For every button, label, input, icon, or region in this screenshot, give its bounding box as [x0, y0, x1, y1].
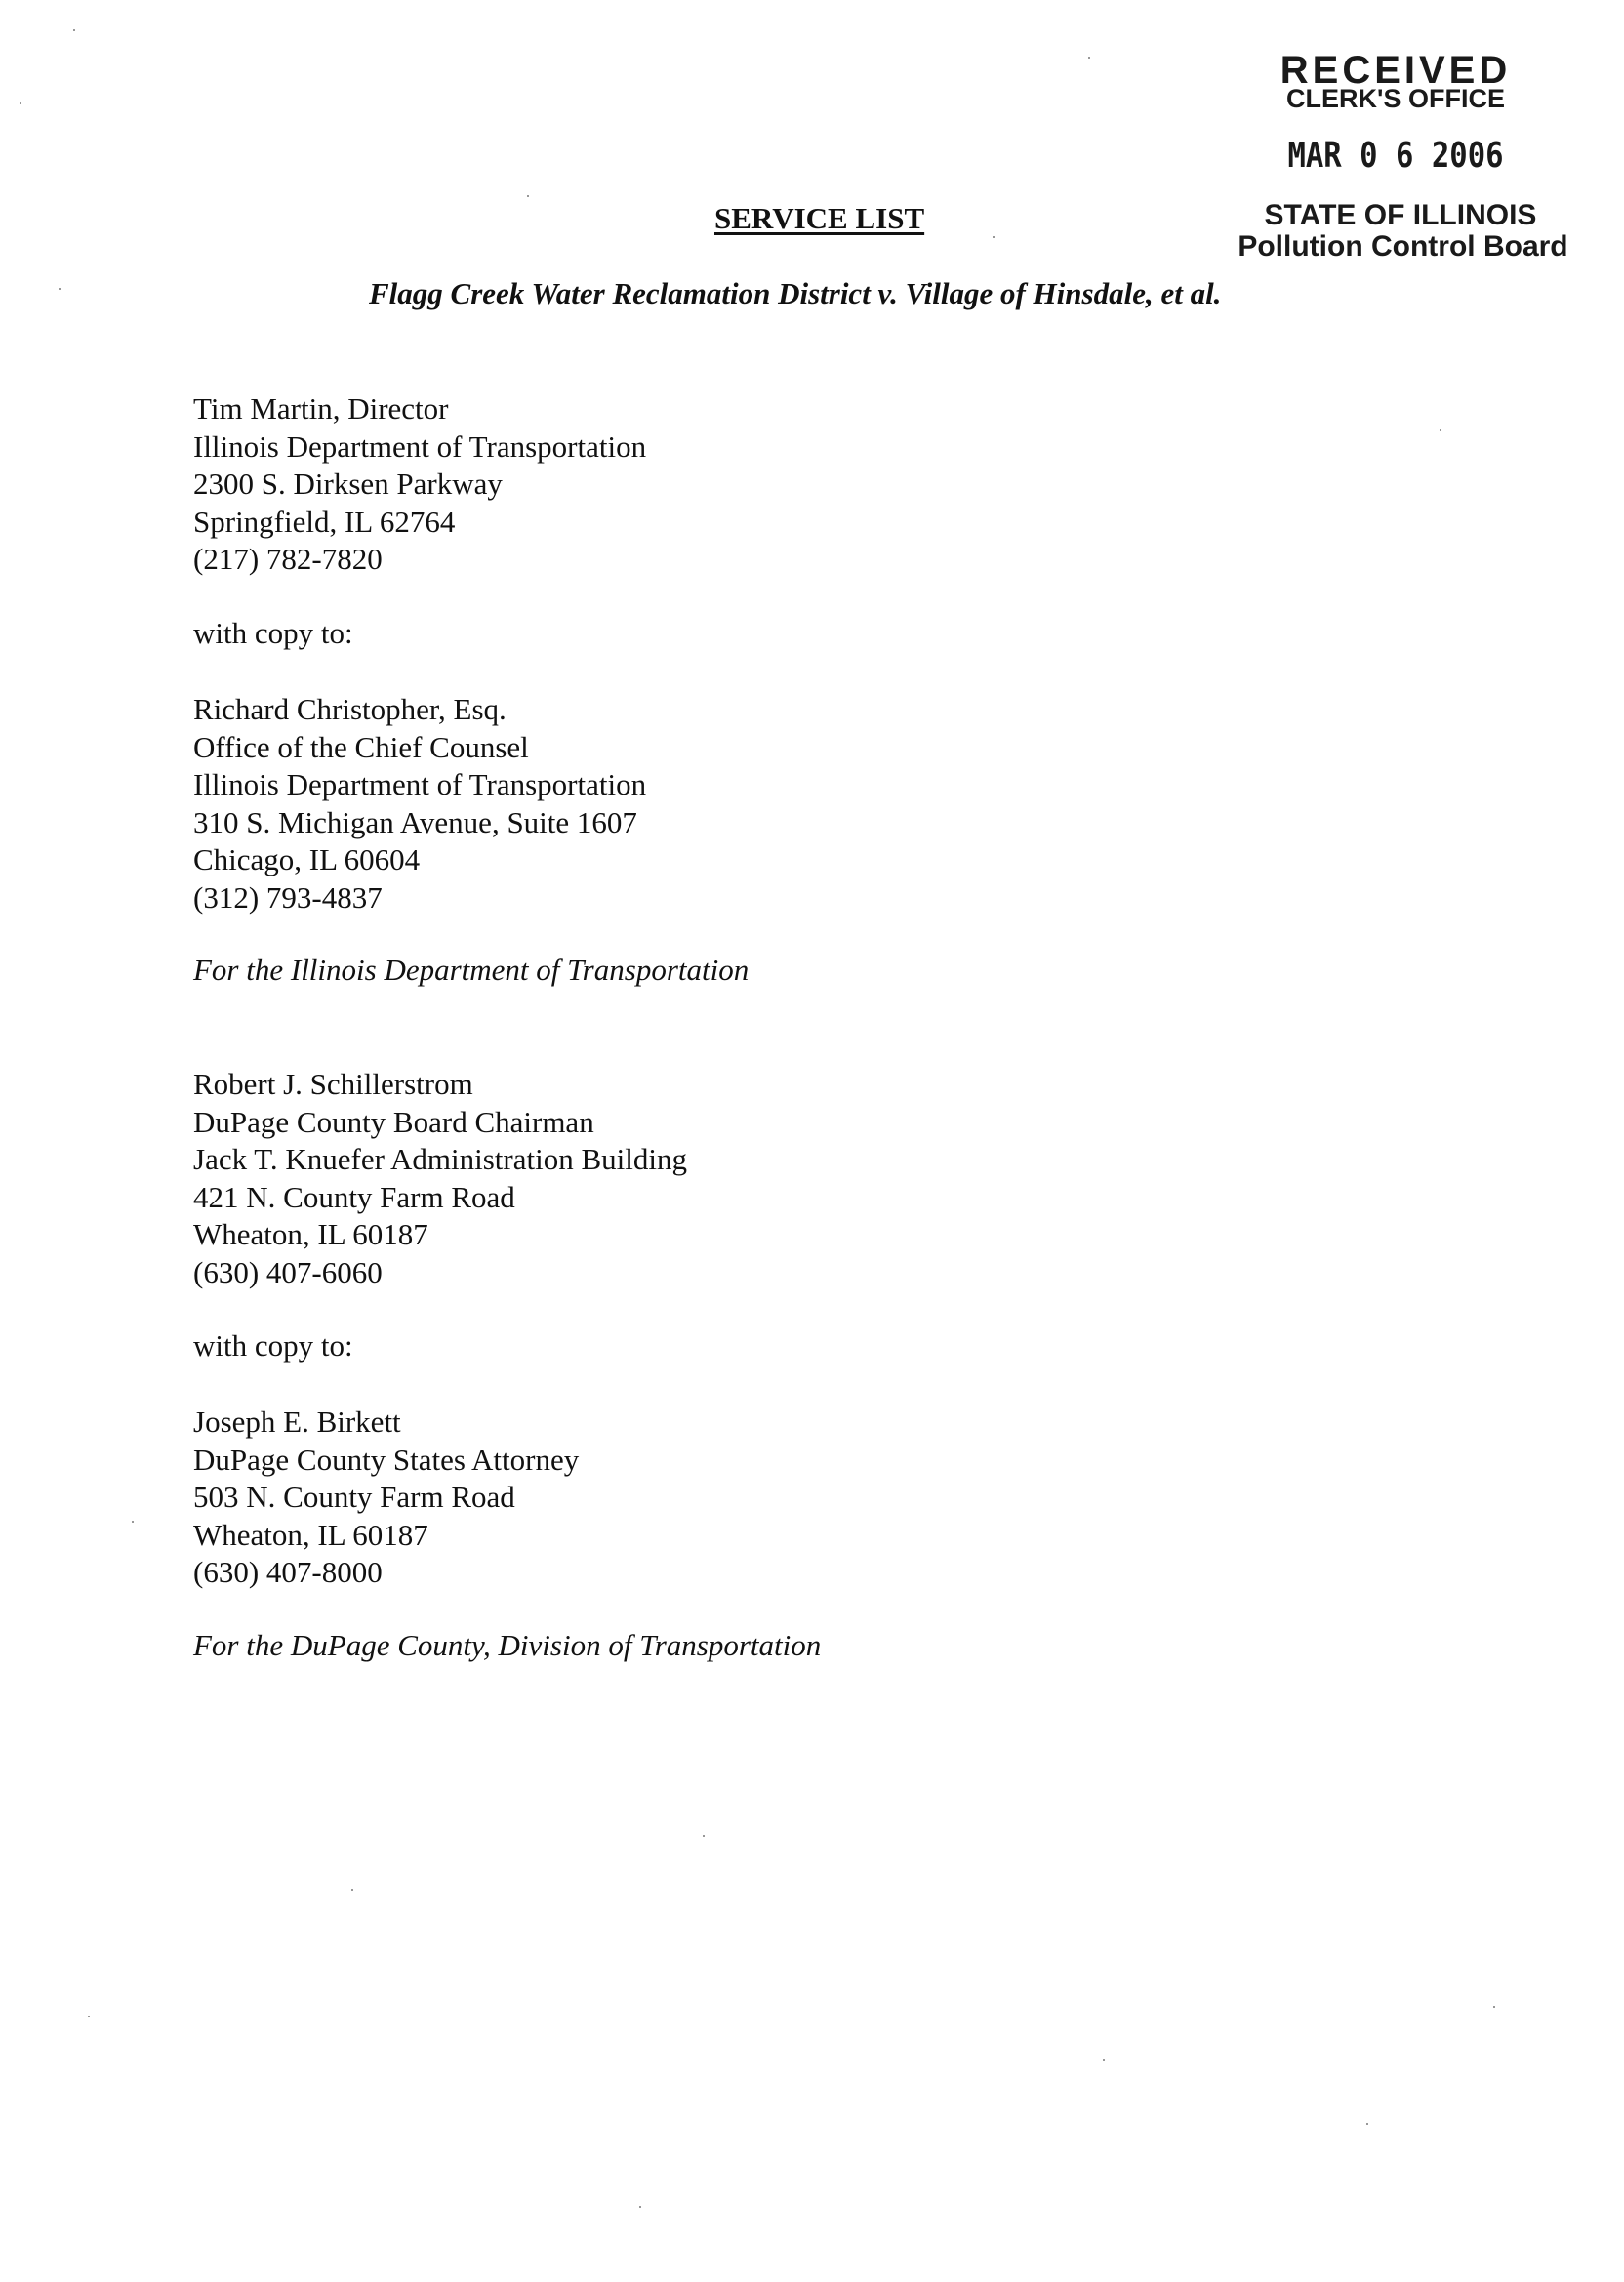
contact-name: Robert J. Schillerstrom [193, 1067, 473, 1101]
representation-note-idot: For the Illinois Department of Transportation [193, 953, 750, 987]
contact-line: Illinois Department of Transportation [193, 767, 647, 801]
contact-block-schillerstrom [193, 1066, 687, 1291]
document-title: SERVICE LIST [714, 201, 925, 235]
representation-note-dupage: For the DuPage County, Division of Transportation [193, 1628, 822, 1662]
scan-speck [132, 1521, 134, 1523]
scan-speck [1493, 2006, 1495, 2008]
scan-speck [703, 1835, 705, 1837]
contact-block-christopher [193, 691, 646, 917]
case-caption: Flagg Creek Water Reclamation District v. Village of Hinsdale, et al. [369, 276, 1222, 310]
contact-name: Joseph E. Birkett [193, 1405, 401, 1439]
contact-city: Springfield, IL 62764 [193, 504, 456, 539]
contact-city: Wheaton, IL 60187 [193, 1217, 428, 1251]
contact-phone: (312) 793-4837 [193, 879, 383, 915]
contact-line: Illinois Department of Transportation [193, 428, 647, 464]
copy-to-label: with copy to: [193, 616, 353, 650]
scan-speck [88, 2016, 90, 2017]
scan-speck [59, 288, 61, 290]
received-stamp-heading: RECEIVED [1279, 49, 1512, 92]
scan-speck [1088, 57, 1090, 59]
scan-speck [527, 195, 529, 197]
scan-speck [639, 2206, 641, 2208]
contact-name: Richard Christopher, Esq. [193, 692, 507, 726]
contact-address: 421 N. County Farm Road [193, 1179, 515, 1214]
contact-phone: (630) 407-8000 [193, 1555, 383, 1589]
scan-speck [20, 102, 21, 104]
contact-block-martin [193, 390, 646, 579]
scan-speck [1103, 2059, 1105, 2061]
contact-phone: (630) 407-6060 [193, 1254, 383, 1289]
scan-speck [73, 29, 75, 31]
scan-speck [1440, 429, 1441, 431]
contact-city: Chicago, IL 60604 [193, 842, 421, 876]
contact-address: 310 S. Michigan Avenue, Suite 1607 [193, 804, 637, 839]
received-stamp-date: MAR 0 6 2006 [1287, 136, 1504, 176]
received-stamp-office: CLERK'S OFFICE [1286, 84, 1505, 113]
contact-line: DuPage County States Attorney [193, 1442, 580, 1477]
contact-city: Wheaton, IL 60187 [193, 1517, 428, 1552]
contact-line: DuPage County Board Chairman [193, 1104, 594, 1139]
contact-block-birkett [193, 1404, 579, 1592]
contact-line: Jack T. Knuefer Administration Building [193, 1142, 687, 1176]
received-stamp-board: Pollution Control Board [1238, 230, 1568, 263]
scan-speck [1366, 2123, 1368, 2125]
received-stamp-state: STATE OF ILLINOIS [1264, 199, 1537, 231]
copy-to-label: with copy to: [193, 1328, 353, 1363]
contact-line: Office of the Chief Counsel [193, 729, 529, 764]
scan-speck [993, 236, 995, 238]
contact-phone: (217) 782-7820 [193, 542, 383, 576]
contact-address: 2300 S. Dirksen Parkway [193, 467, 503, 501]
scan-speck [351, 1889, 353, 1891]
contact-address: 503 N. County Farm Road [193, 1480, 515, 1514]
contact-name: Tim Martin, Director [193, 391, 449, 426]
